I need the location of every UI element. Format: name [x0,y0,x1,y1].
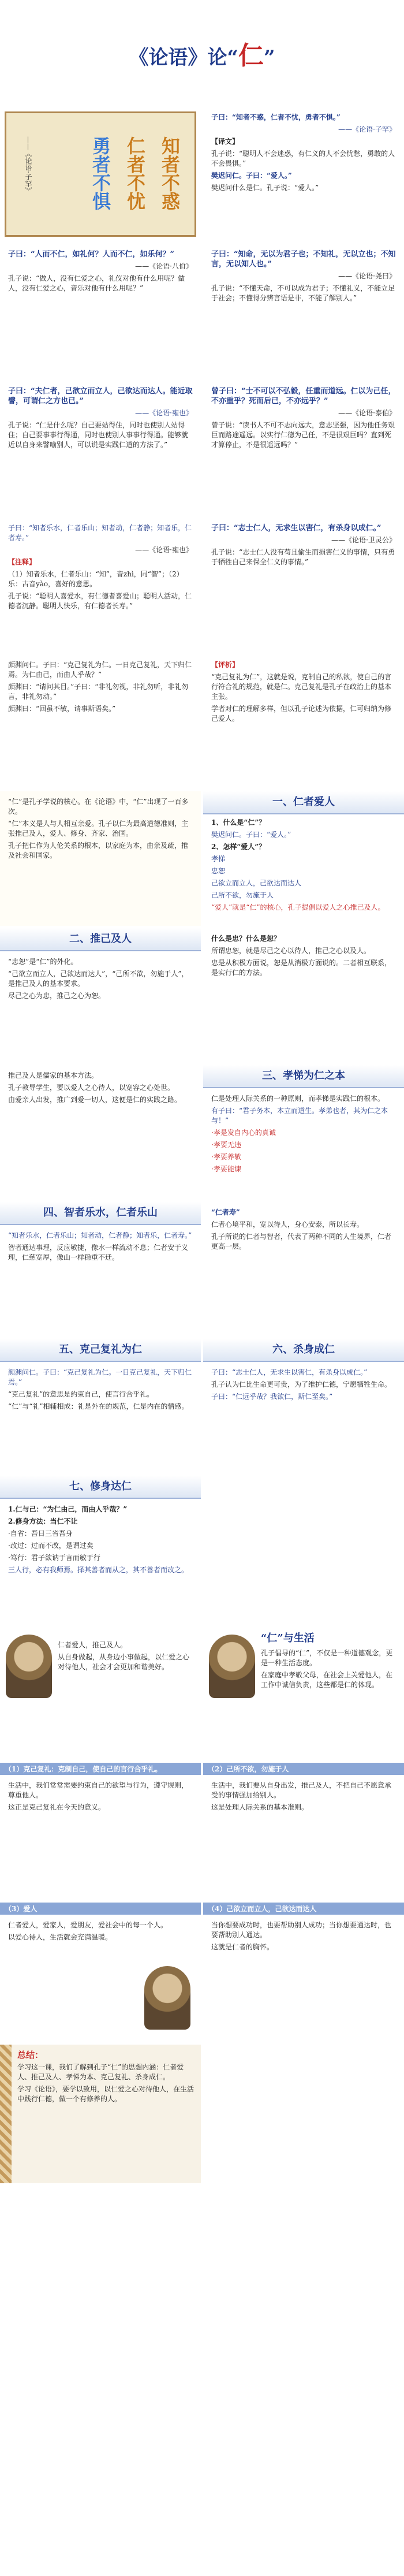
translation: 孔子说：“志士仁人没有苟且偷生而损害仁义的事情，只有勇于牺牲自己来保全仁义的事情。” [211,548,395,566]
slide-14 [0,928,201,1063]
body-text: “仁”本义是人与人相互亲爱。孔子以仁为最高道德准则，主张推己及人，爱人、修身、齐家、治国。 [8,820,189,837]
translation: 孔子说：“聪明人喜爱水，有仁德者喜爱山；聪明人活动，仁德者沉静。聪明人快乐，有仁德者长寿。” [8,592,192,610]
title-post: ” [264,46,275,69]
list-item: 忠恕 [211,867,226,875]
quote-line: 子曰：“知者不惑，仁者不忧，勇者不惧。” [211,113,341,121]
body-text: 学习《论语》，要学以致用，以仁爱之心对待他人，在生活中践行仁德，做一个有修养的人。 [17,2085,194,2103]
quote-line: 子曰：“志士仁人，无求生以害仁，有杀身以成仁。” [211,1368,368,1376]
slide-13 [203,791,404,926]
body-text: 从自身做起，从身边小事做起，以仁爱之心对待他人，社会才会更加和谐美好。 [58,1653,190,1671]
confucius-portrait [6,1635,52,1698]
slide-19 [203,1202,404,1337]
source-line: ——《论语·子罕》 [338,125,396,133]
body-text: 忠是从积极方面说，恕是从消极方面说的。二者相互联系，是实行仁的方法。 [211,959,392,977]
list-item: ·孝是发自内心的真诚 [211,1129,276,1137]
list-item: 孝悌 [211,855,226,863]
body-text: 生活中，我们常常需要约束自己的欲望与行为，遵守规则，尊重他人。 [8,1781,189,1799]
slide-17 [203,1065,404,1200]
body-text: 学习这一课，我们了解到孔子“仁”的思想内涵：仁者爱人、推己及人、孝悌为本、克己复礼、杀身成仁。 [17,2063,184,2081]
section-banner: （3）爱人 [0,1903,201,1915]
section-header: 五、克己复礼为仁 [0,1339,201,1362]
list-item: ·改过：过而不改，是谓过矣 [8,1542,93,1550]
section-banner: （2）己所不欲，勿施于人 [203,1763,404,1775]
section-banner: （4）己欲立而立人，己欲达而达人 [203,1903,404,1915]
confucius-portrait [144,1966,190,2030]
decorative-border [0,2045,12,2183]
slide-9 [203,518,404,652]
slide-title: “仁”与生活 [261,1632,315,1644]
body-text: “忠恕”是“仁”的外化。 [8,958,78,966]
list-item: ·孝要能谏 [211,1165,241,1173]
quote-line: 曾子曰：“士不可以不弘毅，任重而道远。仁以为己任，不亦重乎？死而后已，不亦远乎？” [211,387,396,405]
body-text: “仁”与“礼”相辅相成：礼是外在的规范，仁是内在的情感。 [8,1402,189,1410]
quote-line: 樊迟问仁。子曰：“爱人。” [211,172,292,180]
translation: 孔子说：“仁是什么呢？自己要站得住，同时也使别人站得住；自己要事事行得通，同时也使别人事事行得通。能够就近以自身来譬喻别人，可以说是实践仁道的方法了。” [8,421,189,449]
body-text: 仁者爱人，推己及人。 [58,1641,128,1649]
quote-line: “仁者寿” [211,1208,240,1216]
body-text: 尽己之心为忠，推己之心为恕。 [8,992,106,1000]
translation: 孔子说：“聪明人不会迷惑，有仁义的人不会忧愁，勇敢的人不会畏惧。” [211,150,395,167]
calligraphy-ren: 仁者不忧 [124,136,146,210]
slide-10 [0,654,201,789]
body-text: 孔子认为仁比生命更可贵，为了维护仁德，宁愿牺牲生命。 [211,1380,392,1388]
body-text: 这是处理人际关系的基本准则。 [211,1803,309,1811]
source-line: ——《论语·尧曰》 [338,272,396,280]
slide-3 [203,107,404,241]
body-text: 所谓忠恕，就是尽己之心以待人，推己之心以及人。 [211,947,371,955]
body-text: 当你想要成功时，也要帮助别人成功；当你想要通达时，也要帮助别人通达。 [211,1921,392,1939]
body-text: 学者对仁的理解多样，但以孔子论述为依据，仁可归纳为修己爱人。 [211,705,392,723]
source-line: ——《论语·泰伯》 [338,409,396,417]
slide-16 [0,1065,201,1200]
slide-21 [203,1339,404,1473]
slide-23 [203,1623,404,1758]
slide-7 [203,381,404,515]
section-banner: 【评析】 [211,661,240,669]
slide-24 [0,1623,201,1758]
title-slide [0,0,404,104]
slide-28 [203,1903,404,2037]
annotation: （1）知者乐水，仁者乐山：“知”，音zhì，同“智”；（2）乐：古音yào，喜好的意思。 [8,570,184,588]
translation: 樊迟问什么是仁。孔子说：“爱人。” [211,184,319,192]
body-text: “己欲立而立人，己欲达而达人”，“己所不欲，勿施于人”，是推己及人的基本要求。 [8,970,189,988]
slide-25 [0,1763,201,1897]
body-text: 孔子所说的仁者与智者，代表了两种不同的人生境界，仁者更高一层。 [211,1233,392,1250]
body-text: “仁”是孔子学说的核心。在《论语》中，“仁”出现了一百多次。 [8,798,189,816]
source-line: ——《论语·雍也》 [135,409,193,417]
list-item: 2.修身方法：当仁不让 [8,1517,78,1525]
calligraphy-zhi: 知者不惑 [159,136,181,210]
translation: 曾子说：“读书人不可不志向远大，意志坚强，因为他任务艰巨而路途遥远。以实行仁德为己任，不是很艰巨吗？直到死才算停止，不是很遥远吗？” [211,421,395,449]
question: 2、怎样“爱人”？ [211,843,266,851]
body-text: 智者通达事理，反应敏捷，像水一样流动不息；仁者安于义理，仁慈宽厚，像山一样稳重不迁。 [8,1244,189,1261]
body-text: 推己及人是儒家的基本方法。 [8,1071,99,1079]
calligraphy-yong: 勇者不惧 [89,136,111,210]
body-text: 这正是克己复礼在今天的意义。 [8,1803,106,1811]
calligraphy-source: ——《论语·子罕》 [24,136,32,194]
answer: 樊迟问仁。子曰：“爱人。” [211,831,291,839]
slide-18 [0,1202,201,1337]
quote-line: 三人行，必有我师焉。择其善者而从之，其不善者而改之。 [8,1566,189,1574]
list-item: ·自省：吾日三省吾身 [8,1529,73,1538]
section-header: 一、仁者爱人 [203,791,404,814]
section-header: 三、孝悌为仁之本 [203,1065,404,1088]
quote-line: 子曰：“人而不仁，如礼何？人而不仁，如乐何？” [8,250,174,259]
slide-29 [0,2045,201,2183]
quote-line: 有子曰：“君子务本，本立而道生。孝弟也者，其为仁之本与！” [211,1107,388,1125]
body-text: 由爱亲人出发，推广到爱一切人，这便是仁的实践之路。 [8,1096,182,1104]
body-text: 孔子倡导的“仁”，不仅是一种道德观念，更是一种生活态度。 [261,1649,393,1667]
body-text: “克己复礼”的意思是约束自己，使言行合乎礼。 [8,1390,154,1398]
slide-5 [203,244,404,378]
quote-line: 颜渊问仁。子曰：“克己复礼为仁。一日克己复礼，天下归仁焉。” [8,1368,192,1386]
list-item: ·笃行：君子欲讷于言而敏于行 [8,1554,100,1562]
body-text: 孔子把仁作为人伦关系的根本，以家庭为本，由亲及疏，推及社会和国家。 [8,842,189,859]
quote-line: 子曰：“知命，无以为君子也；不知礼，无以立也；不知言，无以知人也。” [211,250,396,269]
body-text: 孔子教导学生，要以爱人之心待人，以宽容之心处世。 [8,1084,175,1092]
section-header: 六、杀身成仁 [203,1339,404,1362]
slide-20 [0,1339,201,1473]
question: 1、什么是“仁”？ [211,818,266,827]
quote-line: 子曰：“仁远乎哉？我欲仁，斯仁至矣。” [211,1393,333,1401]
title-ren: 仁 [238,41,264,70]
page-title [0,35,404,72]
scroll-frame [5,111,196,237]
quote-line: 颜渊问仁。子曰：“克己复礼为仁。一日克己复礼，天下归仁焉。为仁由己，而由人乎哉？” [8,661,192,679]
slide-26 [203,1763,404,1897]
slide-11 [203,654,404,789]
translation: 孔子说：“不懂天命，不可以成为君子；不懂礼义，不能立足于社会；不懂得分辨言语是非，不能了解别人。” [211,284,395,302]
source-line: ——《论语·雍也》 [135,546,193,554]
quote-line: 颜渊曰：“回虽不敏，请事斯语矣。” [8,705,116,713]
body-text: 以爱心待人，生活就会充满温暖。 [8,1933,113,1941]
question: 什么是忠？什么是恕？ [211,935,281,943]
body-text: 仁是处理人际关系的一种原则，而孝悌是实践仁的根本。 [211,1095,385,1103]
confucius-portrait [209,1635,255,1698]
source-line: ——《论语·卫灵公》 [331,536,396,544]
list-item: 己所不欲，勿施于人 [211,891,274,899]
list-item: 1.仁与己：“为仁由己，而由人乎哉？” [8,1505,128,1513]
body-text: 生活中，我们要从自身出发，推己及人，不把自己不愿意承受的事情强加给别人。 [211,1781,392,1799]
quote-line: “知者乐水，仁者乐山；知者动，仁者静；知者乐，仁者寿。” [8,1231,192,1239]
slide-22 [0,1476,201,1620]
slide-12 [0,791,201,926]
title-pre: 《论语》论“ [129,46,238,69]
quote-line: 颜渊曰：“请问其目。”子曰：“非礼勿视，非礼勿听，非礼勿言，非礼勿动。” [8,683,189,701]
body-text: 这就是仁者的胸怀。 [211,1943,274,1951]
body-text: 仁者心境平和，宽以待人，身心安泰，所以长寿。 [211,1220,364,1229]
slide-calligraphy [0,107,201,241]
slide-15 [203,928,404,1063]
section-header: 七、修身达仁 [0,1476,201,1499]
label: 【译文】 [211,137,240,146]
translation: 孔子说：“做人，没有仁爱之心，礼仪对他有什么用呢？做人，没有仁爱之心，音乐对他有什么用呢？” [8,274,185,292]
section-header: 二、推己及人 [0,928,201,951]
list-item: ·孝要养敬 [211,1153,241,1161]
quote-line: 子曰：“夫仁者，己欲立而立人，己欲达而达人。能近取譬，可谓仁之方也已。” [8,387,193,405]
quote-line: 子曰：“知者乐水，仁者乐山；知者动，仁者静；知者乐，仁者寿。” [8,524,192,542]
body-text: “克己复礼为仁”，这就是说，克制自己的私欲，使自己的言行符合礼的规范，就是仁。克己复礼是孔子在政治上的基本主张。 [211,673,392,701]
slide-27 [0,1903,201,2037]
list-item: ·孝要无违 [211,1141,241,1149]
note: “爱人”就是“仁”的核心，孔子提倡以爱人之心推己及人。 [211,903,385,911]
slide-6 [0,381,201,515]
body-text: 在家庭中孝敬父母，在社会上关爱他人，在工作中诚信负责，这些都是仁的体现。 [261,1671,393,1689]
section-header: 四、智者乐水，仁者乐山 [0,1202,201,1225]
section-banner: （1）克己复礼：克制自己，使自己的言行合乎礼。 [0,1763,201,1775]
slide-title: 总结： [17,2050,44,2060]
slide-8 [0,518,201,652]
source-line: ——《论语·八佾》 [135,262,193,270]
list-item: 己欲立而立人，己欲达而达人 [211,879,302,887]
label: 【注释】 [8,558,36,566]
slide-4 [0,244,201,378]
body-text: 仁者爱人，爱家人，爱朋友，爱社会中的每一个人。 [8,1921,168,1929]
quote-line: 子曰：“志士仁人，无求生以害仁，有杀身以成仁。” [211,524,381,533]
